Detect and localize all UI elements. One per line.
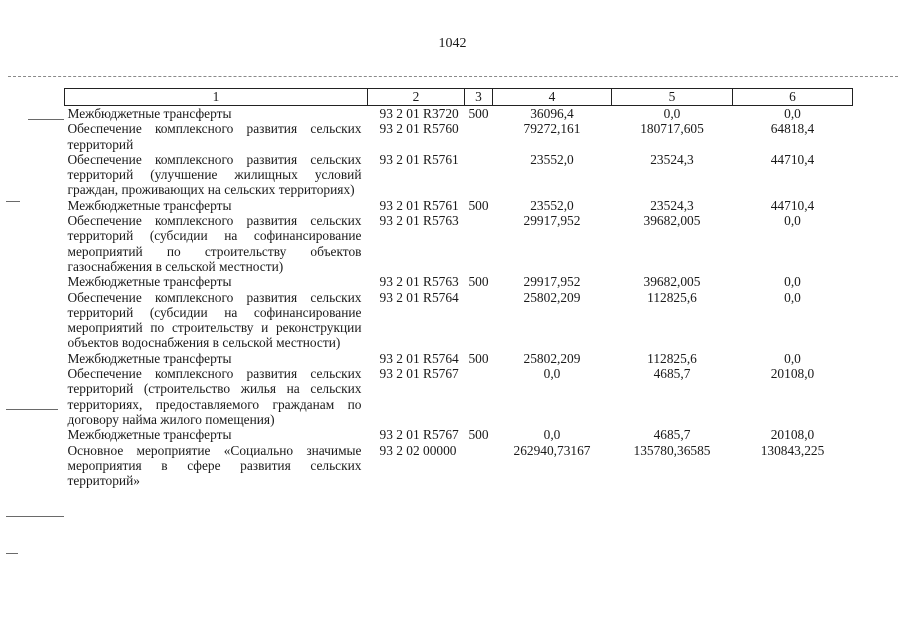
row-type: [465, 443, 493, 489]
row-value-5: 0,0: [663, 106, 681, 121]
row-name: Обеспечение комплексного развития сельских территорий (улучшение жилищных условий граждан, проживающих на сельских территориях): [67, 151, 362, 198]
row-value-5: 23524,3: [650, 151, 694, 167]
row-type: 500: [468, 106, 489, 121]
row-type: 500: [468, 350, 489, 366]
row-type: [465, 366, 493, 427]
row-value-6: 64818,4: [770, 121, 815, 137]
margin-mark: [6, 553, 18, 554]
row-name: Обеспечение комплексного развития сельских территорий: [67, 121, 362, 152]
row-value-6: 20108,0: [770, 427, 815, 443]
row-type: [465, 121, 493, 152]
row-name: Межбюджетные трансферты: [67, 197, 232, 213]
row-type: [465, 290, 493, 351]
table-row: [65, 443, 853, 489]
row-value-6: 0,0: [784, 106, 801, 121]
column-header-5: 5: [612, 89, 733, 106]
row-code: 93 2 01 R5767: [379, 427, 459, 443]
row-code: 93 2 02 00000: [379, 442, 457, 458]
margin-mark: [28, 119, 64, 120]
table-row: [65, 290, 853, 351]
row-value-5: 23524,3: [650, 197, 694, 213]
row-code: 93 2 01 R5761: [379, 151, 459, 167]
column-header-1: 1: [65, 89, 368, 106]
row-value-6: 0,0: [784, 289, 801, 305]
row-value-6: 130843,225: [760, 442, 825, 458]
row-type: 500: [468, 274, 489, 290]
row-value-5: 4685,7: [653, 366, 691, 382]
margin-mark: [6, 409, 58, 410]
row-value-4: 23552,0: [530, 197, 574, 213]
row-value-4: 36096,4: [530, 106, 574, 121]
row-value-5: 39682,005: [643, 213, 701, 229]
row-value-6: 0,0: [784, 213, 801, 229]
row-value-6: 44710,4: [770, 151, 815, 167]
row-value-5: 4685,7: [653, 427, 691, 443]
row-value-6: 0,0: [784, 350, 801, 366]
row-value-6: 0,0: [784, 274, 801, 290]
row-code: 93 2 01 R5763: [379, 274, 459, 290]
row-value-4: 0,0: [543, 427, 561, 443]
table-row: [65, 152, 853, 198]
row-value-5: 112825,6: [647, 350, 697, 366]
row-name: Обеспечение комплексного развития сельских территорий (строительство жилья на сельских территориях, предоставляемого гражданам по договору найма жилого помещения): [67, 366, 362, 427]
row-code: 93 2 01 R5761: [379, 197, 459, 213]
row-type: 500: [468, 197, 489, 213]
row-value-5: 135780,36585: [633, 442, 711, 458]
row-name: Межбюджетные трансферты: [67, 106, 232, 121]
table-row: [65, 427, 853, 442]
row-value-5: 112825,6: [647, 289, 697, 305]
row-code: 93 2 01 R5764: [379, 289, 459, 305]
margin-mark: [6, 516, 64, 517]
row-value-5: 180717,605: [640, 121, 704, 137]
row-name: Межбюджетные трансферты: [67, 350, 232, 366]
row-code: 93 2 01 R5764: [379, 350, 459, 366]
row-code: 93 2 01 R5760: [379, 121, 459, 137]
row-code: 93 2 01 R5763: [379, 213, 459, 229]
row-value-4: 29917,952: [523, 274, 581, 290]
row-code: 93 2 01 R5767: [379, 366, 459, 382]
table-row: [65, 106, 853, 122]
row-name: Основное мероприятие «Социально значимые мероприятия в сфере развития сельских территорий»: [67, 442, 362, 489]
row-name: Обеспечение комплексного развития сельских территорий (субсидии на софинансирование мероприятий по строительству и реконструкции объектов водоснабжения в сельской местности): [67, 289, 362, 351]
margin-mark: [6, 201, 20, 202]
row-name: Межбюджетные трансферты: [67, 274, 232, 290]
budget-table: [64, 88, 853, 488]
column-header-6: 6: [733, 89, 853, 106]
row-value-6: 20108,0: [770, 366, 815, 382]
column-header-3: 3: [465, 89, 493, 106]
table-row: [65, 351, 853, 366]
row-value-4: 0,0: [543, 366, 561, 382]
column-header-2: 2: [368, 89, 465, 106]
row-type: [465, 213, 493, 274]
column-header-4: 4: [493, 89, 612, 106]
table-row: [65, 366, 853, 427]
row-value-4: 79272,161: [523, 121, 581, 137]
row-name: Обеспечение комплексного развития сельских территорий (субсидии на софинансирование мероприятий по строительству объектов газоснабжения в сельской местности): [67, 213, 362, 274]
row-value-4: 25802,209: [523, 350, 581, 366]
row-value-5: 39682,005: [643, 274, 701, 290]
row-value-4: 29917,952: [523, 213, 581, 229]
table-row: [65, 121, 853, 152]
page-number: 1042: [438, 36, 467, 51]
row-name: Межбюджетные трансферты: [67, 427, 232, 443]
row-value-4: 23552,0: [530, 151, 574, 167]
row-type: 500: [468, 427, 489, 443]
table-row: [65, 198, 853, 213]
row-value-4: 262940,73167: [513, 442, 591, 458]
table-header-row: [65, 89, 853, 106]
top-rule: [8, 76, 898, 77]
row-code: 93 2 01 R3720: [379, 106, 459, 121]
row-value-6: 44710,4: [770, 197, 815, 213]
row-type: [465, 152, 493, 198]
table-row: [65, 213, 853, 274]
row-value-4: 25802,209: [523, 289, 581, 305]
table-row: [65, 274, 853, 289]
